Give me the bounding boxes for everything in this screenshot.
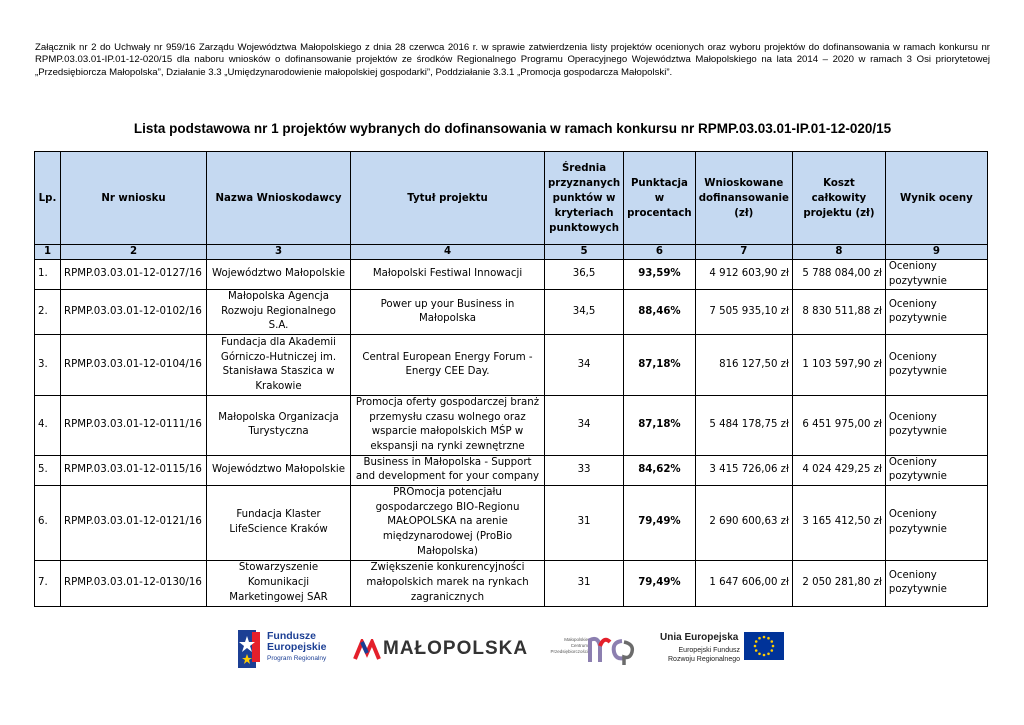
cell-application-number: RPMP.03.03.01-12-0115/16 — [61, 455, 207, 485]
cell-percent-score: 87,18% — [624, 335, 696, 396]
ue-line1: Unia Europejska — [660, 632, 739, 643]
column-number: 2 — [61, 245, 207, 260]
ue-line3: Rozwoju Regionalnego — [668, 656, 740, 663]
cell-average-points: 36,5 — [545, 260, 624, 290]
cell-total-cost: 1 103 597,90 zł — [792, 335, 885, 396]
cell-evaluation-result: Oceniony pozytywnie — [885, 485, 987, 560]
cell-lp: 4. — [35, 396, 61, 455]
mcp-logo — [548, 632, 638, 668]
cell-evaluation-result: Oceniony pozytywnie — [885, 260, 987, 290]
cell-percent-score: 84,62% — [624, 455, 696, 485]
cell-lp: 5. — [35, 455, 61, 485]
cell-average-points: 34,5 — [545, 290, 624, 335]
cell-project-title: Business in Małopolska - Support and development for your company — [351, 455, 545, 485]
ue-line2: Europejski Fundusz — [678, 647, 740, 654]
cell-average-points: 34 — [545, 396, 624, 455]
cell-requested-funding: 3 415 726,06 zł — [695, 455, 792, 485]
cell-applicant-name: Stowarzyszenie Komunikacji Marketingowej SAR — [207, 560, 351, 606]
cell-percent-score: 79,49% — [624, 485, 696, 560]
header-applicant-name: Nazwa Wnioskodawcy — [207, 152, 351, 245]
cell-lp: 1. — [35, 260, 61, 290]
table-row — [35, 335, 988, 396]
column-number: 6 — [624, 245, 696, 260]
cell-applicant-name: Małopolska Agencja Rozwoju Regionalnego S.A. — [207, 290, 351, 335]
cell-applicant-name: Fundacja Klaster LifeScience Kraków — [207, 485, 351, 560]
table-row — [35, 485, 988, 560]
cell-evaluation-result: Oceniony pozytywnie — [885, 335, 987, 396]
column-number: 5 — [545, 245, 624, 260]
mcp-caption — [548, 637, 588, 655]
cell-application-number: RPMP.03.03.01-12-0121/16 — [61, 485, 207, 560]
table-row — [35, 560, 988, 606]
header-percent-score: Punktacja w procentach — [624, 152, 696, 245]
cell-percent-score: 87,18% — [624, 396, 696, 455]
fe-star-icon — [238, 630, 262, 668]
cell-application-number: RPMP.03.03.01-12-0127/16 — [61, 260, 207, 290]
header-average-points: Średnia przyznanych punktów w kryteriach punktowych — [545, 152, 624, 245]
cell-project-title: Promocja oferty gospodarczej branż przemysłu czasu wolnego oraz wsparcie małopolskich MŚP w ekspansji na rynki zewnętrzne — [351, 396, 545, 455]
cell-project-title: PROmocja potencjału gospodarczego BIO-Regionu MAŁOPOLSKA na arenie międzynarodowej (ProBio Małopolska) — [351, 485, 545, 560]
cell-lp: 3. — [35, 335, 61, 396]
eu-logo — [660, 630, 786, 670]
cell-application-number: RPMP.03.03.01-12-0130/16 — [61, 560, 207, 606]
column-number-row — [35, 245, 988, 260]
cell-total-cost: 2 050 281,80 zł — [792, 560, 885, 606]
attachment-note — [35, 42, 990, 79]
cell-percent-score: 88,46% — [624, 290, 696, 335]
cell-requested-funding: 5 484 178,75 zł — [695, 396, 792, 455]
cell-evaluation-result: Oceniony pozytywnie — [885, 290, 987, 335]
cell-requested-funding: 1 647 606,00 zł — [695, 560, 792, 606]
cell-requested-funding: 2 690 600,63 zł — [695, 485, 792, 560]
cell-project-title: Central European Energy Forum - Energy CEE Day. — [351, 335, 545, 396]
cell-average-points: 33 — [545, 455, 624, 485]
cell-lp: 7. — [35, 560, 61, 606]
header-lp: Lp. — [35, 152, 61, 245]
cell-applicant-name: Małopolska Organizacja Turystyczna — [207, 396, 351, 455]
cell-requested-funding: 4 912 603,90 zł — [695, 260, 792, 290]
column-number: 3 — [207, 245, 351, 260]
column-number: 1 — [35, 245, 61, 260]
cell-total-cost: 8 830 511,88 zł — [792, 290, 885, 335]
cell-percent-score: 93,59% — [624, 260, 696, 290]
cell-applicant-name: Województwo Małopolskie — [207, 455, 351, 485]
cell-total-cost: 5 788 084,00 zł — [792, 260, 885, 290]
malopolska-mountains-icon — [353, 639, 381, 661]
table-row — [35, 455, 988, 485]
cell-applicant-name: Fundacja dla Akademii Górniczo-Hutniczej im. Stanisława Staszica w Krakowie — [207, 335, 351, 396]
cell-lp: 2. — [35, 290, 61, 335]
mcp-line1: Małopolskie — [564, 637, 588, 642]
fe-line1: Fundusze — [267, 630, 316, 642]
header-total-cost: Koszt całkowity projektu (zł) — [792, 152, 885, 245]
logo-bar — [0, 620, 1024, 680]
cell-average-points: 34 — [545, 335, 624, 396]
table-row — [35, 290, 988, 335]
header-application-number: Nr wniosku — [61, 152, 207, 245]
table-row — [35, 396, 988, 455]
cell-application-number: RPMP.03.03.01-12-0102/16 — [61, 290, 207, 335]
attachment-note-text: Załącznik nr 2 do Uchwały nr 959/16 Zarządu Województwa Małopolskiego z dnia 28 czerwca 2016 r. w sprawie zatwierdzenia listy projektów ocenionych oraz wyboru projektów do dofinansowania w ramach konkursu nr RPMP.03.03.01-IP.01-12-020/15 dla naboru wniosków o dofinansowanie projektów ze środków Regionalnego Programu Operacyjnego Województwa Małopolskiego na lata 2014 – 2020 w ramach 3 Osi priorytetowej „Przedsiębiorcza Małopolska”, Działanie 3.3 „Umiędzynarodowienie małopolskiej gospodarki”, Poddziałanie 3.3.1 „Promocja gospodarcza Małopolski”. — [35, 42, 990, 78]
column-number: 8 — [792, 245, 885, 260]
cell-project-title: Małopolski Festiwal Innowacji — [351, 260, 545, 290]
fe-line3: Program Regionalny — [267, 655, 327, 662]
fundusze-europejskie-logo — [238, 626, 338, 672]
table-header-row — [35, 152, 988, 245]
cell-total-cost: 6 451 975,00 zł — [792, 396, 885, 455]
cell-evaluation-result: Oceniony pozytywnie — [885, 396, 987, 455]
header-requested-funding: Wnioskowane dofinansowanie (zł) — [695, 152, 792, 245]
malopolska-logo — [353, 636, 528, 666]
document-title: Lista podstawowa nr 1 projektów wybranych do dofinansowania w ramach konkursu nr RPMP.03.03.01-IP.01-12-020/15 — [133, 121, 892, 136]
projects-table — [34, 151, 988, 607]
cell-project-title: Power up your Business in Małopolska — [351, 290, 545, 335]
header-project-title: Tytuł projektu — [351, 152, 545, 245]
cell-average-points: 31 — [545, 560, 624, 606]
column-number: 9 — [885, 245, 987, 260]
eu-flag-icon — [744, 632, 784, 660]
cell-lp: 6. — [35, 485, 61, 560]
column-number: 4 — [351, 245, 545, 260]
fe-line2: Europejskie — [267, 641, 327, 653]
cell-requested-funding: 816 127,50 zł — [695, 335, 792, 396]
cell-application-number: RPMP.03.03.01-12-0111/16 — [61, 396, 207, 455]
column-number: 7 — [695, 245, 792, 260]
cell-evaluation-result: Oceniony pozytywnie — [885, 455, 987, 485]
cell-applicant-name: Województwo Małopolskie — [207, 260, 351, 290]
malopolska-wordmark: MAŁOPOLSKA — [383, 638, 529, 659]
table-row — [35, 260, 988, 290]
mcp-mark-icon — [588, 632, 636, 666]
mcp-line2: Centrum — [570, 643, 588, 648]
cell-total-cost: 4 024 429,25 zł — [792, 455, 885, 485]
cell-requested-funding: 7 505 935,10 zł — [695, 290, 792, 335]
cell-total-cost: 3 165 412,50 zł — [792, 485, 885, 560]
cell-project-title: Zwiększenie konkurencyjności małopolskich marek na rynkach zagranicznych — [351, 560, 545, 606]
header-evaluation-result: Wynik oceny — [885, 152, 987, 245]
mcp-line3: Przedsiębiorczości — [550, 649, 588, 654]
cell-application-number: RPMP.03.03.01-12-0104/16 — [61, 335, 207, 396]
cell-average-points: 31 — [545, 485, 624, 560]
cell-evaluation-result: Oceniony pozytywnie — [885, 560, 987, 606]
cell-percent-score: 79,49% — [624, 560, 696, 606]
